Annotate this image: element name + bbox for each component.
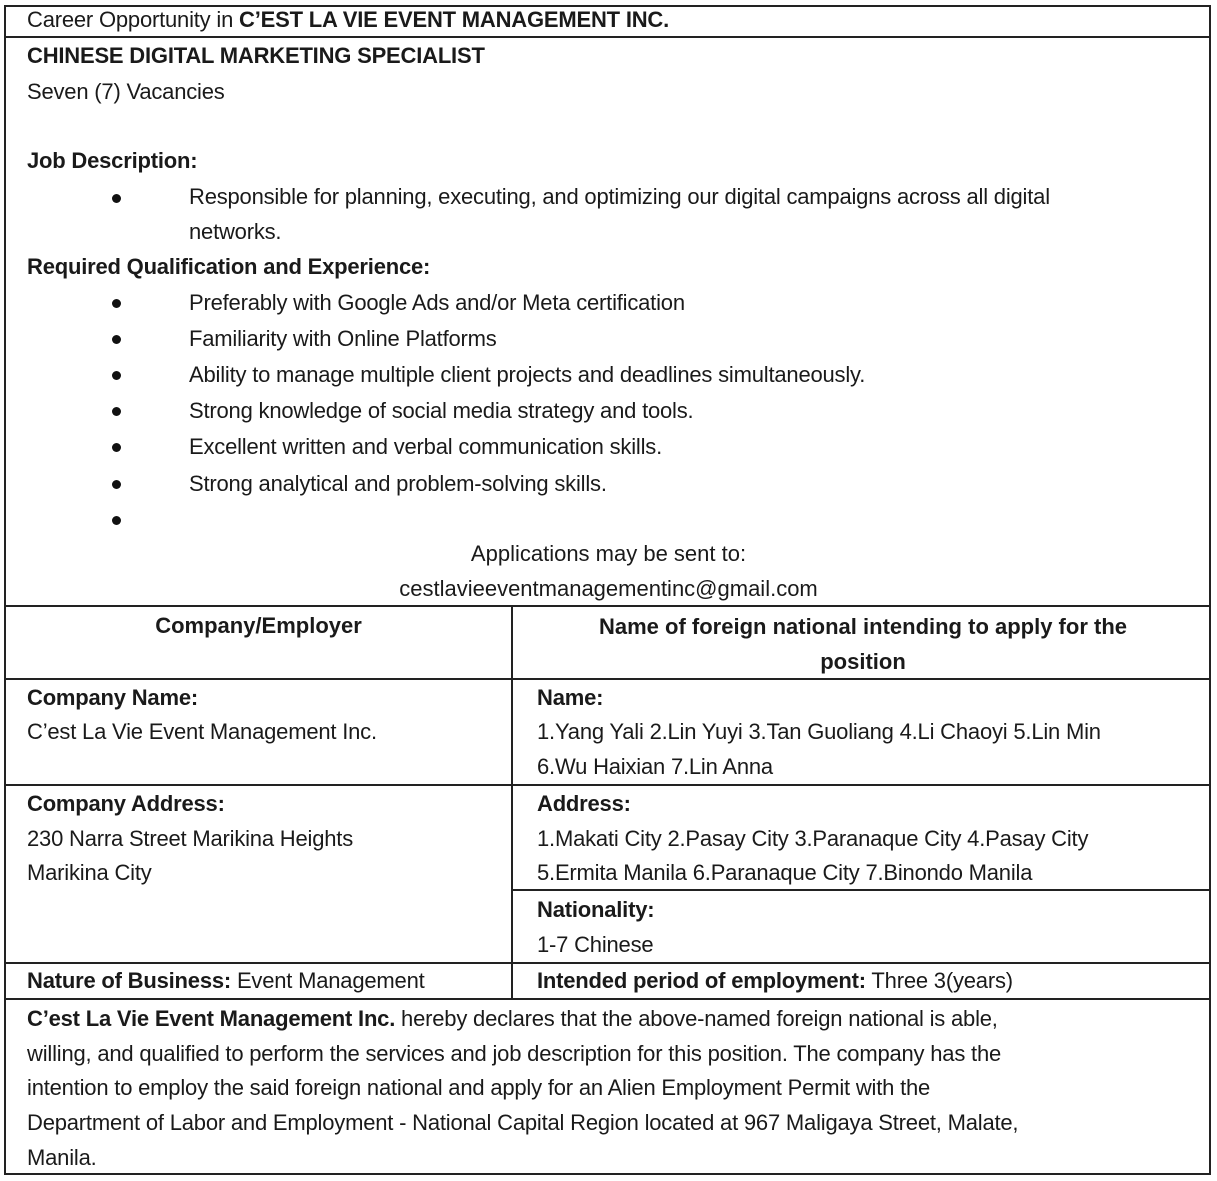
column-header-foreign-national: Name of foreign national intending to apply for the position [599,614,1127,674]
qualification-item: Ability to manage multiple client projects and deadlines simultaneously. [189,362,866,387]
bullet-icon [112,371,121,380]
declaration-line2: willing, and qualified to perform the services and job description for this position. The company has the [27,1041,1002,1066]
qualification-item: Familiarity with Online Platforms [189,326,497,351]
header-divider [4,36,1211,38]
header-company: C’EST LA VIE EVENT MANAGEMENT INC. [239,7,670,32]
qualification-item: Excellent written and verbal communication skills. [189,434,662,459]
qualification-item: Preferably with Google Ads and/or Meta certification [189,290,685,315]
bullet-icon [112,443,121,452]
qualification-item: Strong knowledge of social media strategy and tools. [189,398,694,423]
nationality-label: Nationality: [537,897,655,922]
table-bottom-border [4,998,1211,1000]
bullet-icon [112,407,121,416]
nature-of-business: Nature of Business: Event Management [27,968,425,993]
declaration-line5: Manila. [27,1145,97,1170]
company-address-line2: Marikina City [27,860,152,885]
company-name-value: C’est La Vie Event Management Inc. [27,719,377,744]
job-description-heading: Job Description: [27,148,198,173]
description-item-line2: networks. [189,219,282,244]
company-address-line1: 230 Narra Street Marikina Heights [27,826,353,851]
nationality-value: 1-7 Chinese [537,932,654,957]
job-vacancies: Seven (7) Vacancies [27,79,225,104]
job-title: CHINESE DIGITAL MARKETING SPECIALIST [27,43,485,68]
description-item-line1: Responsible for planning, executing, and optimizing our digital campaigns across all digital [189,184,1050,209]
qualification-item: Strong analytical and problem-solving skills. [189,471,607,496]
names-line2: 6.Wu Haixian 7.Lin Anna [537,754,773,779]
declaration-line1: C’est La Vie Event Management Inc. hereby declares that the above-named foreign national is able, [27,1006,998,1031]
bullet-icon [112,194,121,203]
bullet-icon [112,299,121,308]
declaration-line4: Department of Labor and Employment - National Capital Region located at 967 Maligaya Street, Malate, [27,1110,1019,1135]
table-row-divider [4,962,1211,964]
names-label: Name: [537,685,604,710]
company-name-label: Company Name: [27,685,198,710]
header-prefix: Career Opportunity in [27,7,240,32]
table-row-divider [4,784,1211,786]
column-header-employer: Company/Employer [155,613,362,638]
declaration-line3: intention to employ the said foreign national and apply for an Alien Employment Permit with the [27,1075,931,1100]
header-line [27,6,669,34]
names-line1: 1.Yang Yali 2.Lin Yuyi 3.Tan Guoliang 4.Li Chaoyi 5.Lin Min [537,719,1101,744]
bullet-icon [112,516,121,525]
address-label: Address: [537,791,631,816]
address-line1: 1.Makati City 2.Pasay City 3.Paranaque City 4.Pasay City [537,826,1089,851]
bullet-icon [112,335,121,344]
applications-line: Applications may be sent to: [470,541,747,566]
bullet-icon [112,480,121,489]
address-line2: 5.Ermita Manila 6.Paranaque City 7.Binondo Manila [537,860,1033,885]
table-row-divider [512,889,1211,891]
qualifications-heading: Required Qualification and Experience: [27,254,431,279]
employment-period: Intended period of employment: Three 3(years) [537,968,1013,993]
company-address-label: Company Address: [27,791,225,816]
applications-email[interactable]: cestlavieeventmanagementinc@gmail.com [399,576,818,601]
table-top-border [4,605,1211,607]
